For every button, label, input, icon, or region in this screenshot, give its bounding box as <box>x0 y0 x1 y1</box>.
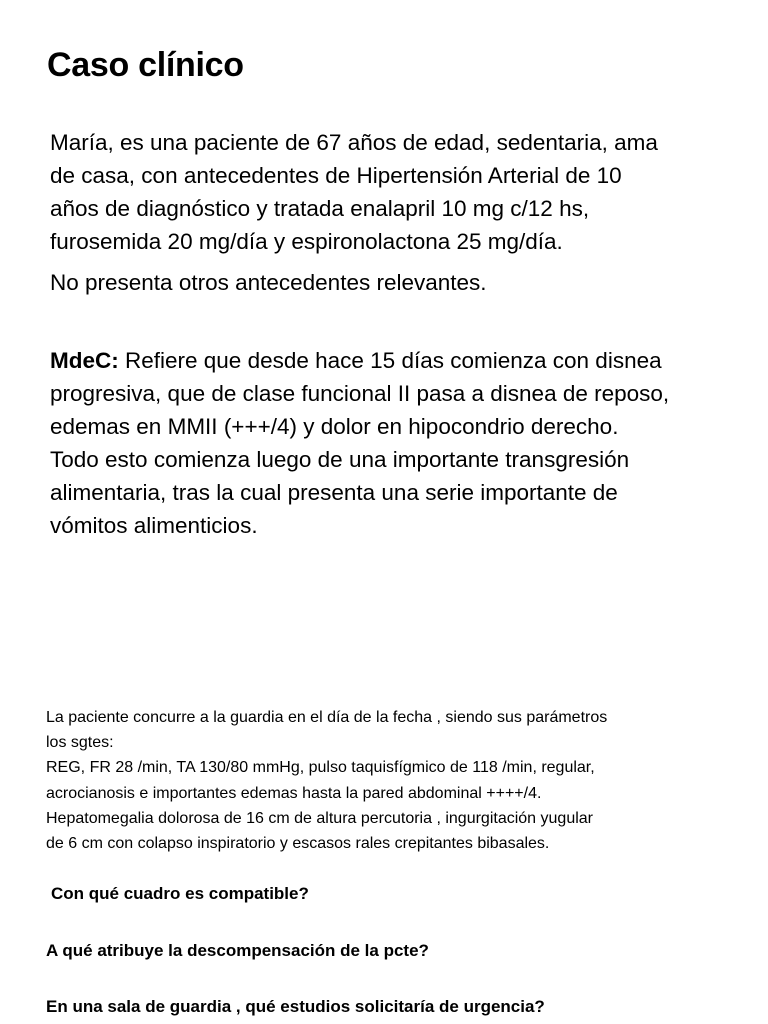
exam-paragraph <box>46 705 607 856</box>
exam-line: Hepatomegalia dolorosa de 16 cm de altura percutoria , ingurgitación yugular <box>46 809 593 827</box>
intro-line: furosemida 20 mg/día y espironolactona 25 mg/día. <box>50 229 563 254</box>
intro-paragraph <box>50 126 750 258</box>
mdec-line: vómitos alimenticios. <box>50 513 258 538</box>
mdec-paragraph <box>50 344 750 542</box>
mdec-line: edemas en MMII (+++/4) y dolor en hipocondrio derecho. <box>50 414 619 439</box>
mdec-line: alimentaria, tras la cual presenta una serie importante de <box>50 480 618 505</box>
question-descompensacion: A qué atribuye la descompensación de la pcte? <box>46 941 429 960</box>
page-title: Caso clínico <box>47 46 244 84</box>
intro-line: de casa, con antecedentes de Hipertensión Arterial de 10 <box>50 163 622 188</box>
exam-line: La paciente concurre a la guardia en el día de la fecha , siendo sus parámetros <box>46 709 608 726</box>
intro-line: María, es una paciente de 67 años de edad, sedentaria, ama <box>50 130 658 155</box>
intro-line: años de diagnóstico y tratada enalapril 10 mg c/12 hs, <box>50 196 590 221</box>
question-estudios: En una sala de guardia , qué estudios solicitaría de urgencia? <box>46 997 545 1016</box>
mdec-first-line-text: Refiere que desde hace 15 días comienza con disnea <box>118 348 662 373</box>
mdec-line: Todo esto comienza luego de una importante transgresión <box>50 447 630 472</box>
mdec-label: MdeC: <box>50 348 119 373</box>
exam-line: REG, FR 28 /min, TA 130/80 mmHg, pulso taquisfígmico de 118 /min, regular, <box>46 759 595 777</box>
no-antecedentes-paragraph <box>50 266 750 299</box>
mdec-first-line <box>50 344 750 377</box>
exam-line: de 6 cm con colapso inspiratorio y escasos rales crepitantes bibasales. <box>46 835 550 853</box>
exam-line: acrocianosis e importantes edemas hasta la pared abdominal ++++/4. <box>46 784 542 802</box>
no-antecedentes-text: No presenta otros antecedentes relevantes. <box>50 270 487 295</box>
exam-line: los sgtes: <box>46 734 114 752</box>
mdec-line: progresiva, que de clase funcional II pasa a disnea de reposo, <box>50 381 670 406</box>
question-compatible: Con qué cuadro es compatible? <box>51 884 309 903</box>
